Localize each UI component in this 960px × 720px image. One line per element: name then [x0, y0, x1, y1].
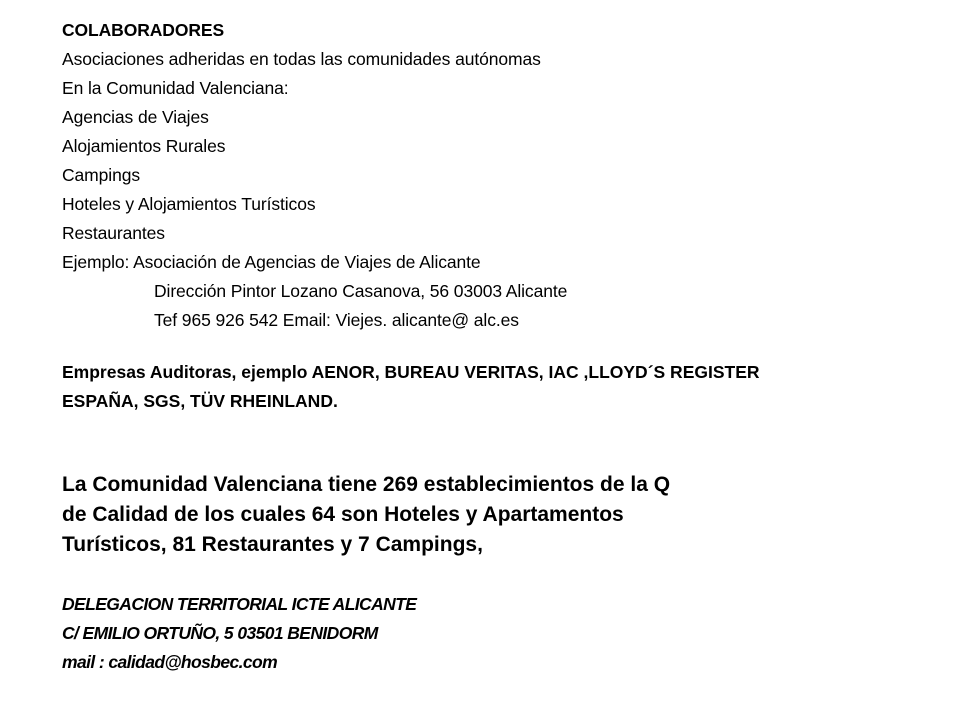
delegation-title: DELEGACION TERRITORIAL ICTE ALICANTE [62, 594, 417, 614]
category-restaurants: Restaurantes [62, 223, 165, 243]
delegation-section [62, 590, 416, 677]
statistics-line-2: de Calidad de los cuales 64 son Hoteles y Apartamentos [62, 503, 624, 526]
category-campings: Campings [62, 165, 140, 185]
auditors-section [62, 358, 760, 416]
associations-line: Asociaciones adheridas en todas las comunidades autónomas [62, 49, 541, 69]
category-travel-agencies: Agencias de Viajes [62, 107, 209, 127]
example-address: Dirección Pintor Lozano Casanova, 56 03003 Alicante [154, 281, 568, 301]
example-contact: Tef 965 926 542 Email: Viejes. alicante@ alc.es [154, 310, 519, 330]
category-rural-lodging: Alojamientos Rurales [62, 136, 226, 156]
auditors-line-1: Empresas Auditoras, ejemplo AENOR, BUREAU VERITAS, IAC ,LLOYD´S REGISTER [62, 362, 760, 382]
statistics-section [62, 470, 670, 560]
delegation-email: mail : calidad@hosbec.com [62, 652, 278, 672]
collaborators-heading: COLABORADORES [62, 20, 225, 40]
statistics-line-3: Turísticos, 81 Restaurantes y 7 Campings, [62, 533, 483, 556]
delegation-address: C/ EMILIO ORTUÑO, 5 03501 BENIDORM [62, 623, 378, 643]
collaborators-section [62, 16, 567, 335]
auditors-line-2: ESPAÑA, SGS, TÜV RHEINLAND. [62, 391, 338, 411]
statistics-line-1: La Comunidad Valenciana tiene 269 establecimientos de la Q [62, 473, 671, 496]
example-line: Ejemplo: Asociación de Agencias de Viajes de Alicante [62, 252, 481, 272]
region-line: En la Comunidad Valenciana: [62, 78, 289, 98]
category-hotels: Hoteles y Alojamientos Turísticos [62, 194, 316, 214]
